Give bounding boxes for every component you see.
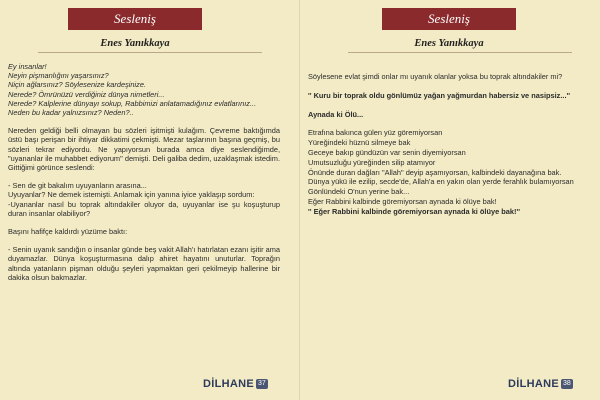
article-body [8, 62, 280, 291]
title-divider [38, 52, 262, 53]
poem [308, 128, 578, 216]
poem-line: Yüreğindeki hüznü silmeye bak [308, 138, 411, 148]
italic-line: Nerede? Ömrünüzü verdiğiniz dünya nimetleri... [8, 89, 165, 99]
paragraph: - Senin uyanık sandığın o insanlar günde beş vakit Allah'ı hatırlatan ezanı işitir ama duyamazlar. Dünya koşuşturmasına dalıp ahiret hayatını unuturlar. Toprağın altında yatanların pişman olduğu şeyleri yapmaktan geri çekilmeyip hallerine bir dakika olsun bakmazlar. [8, 245, 280, 282]
author-name: Enes Yanıkkaya [414, 38, 484, 49]
poem-line: Geceye bakıp gündüzün var senin diyemiyorsan [308, 147, 466, 157]
bold-quote: '' Kuru bir toprak oldu gönlümüz yağan yağmurdan habersiz ve nasipsiz...'' [308, 90, 571, 100]
publisher-logo [203, 378, 268, 390]
dialog-line: - Sen de git bakalım uyuyanların arasına... [8, 181, 147, 191]
poem-line: Dünya yükü ile ezilip, secde'de, Allah'a en yakın olan yerde ferahlık bulamıyorsan [308, 177, 574, 187]
paragraph: Başını hafifçe kaldırdı yüzüme baktı: [8, 227, 128, 237]
poem-line: Gönlündeki O'nun yerine bak... [308, 187, 410, 197]
poem-line: Umutsuzluğu yüreğinden silip atamıyor [308, 157, 436, 167]
italic-line: Nerede? Kalplerine dünyayı sokup, Rabbimizi anlatamadığınız evlatlarınız... [8, 98, 257, 108]
poem-final-line: '' Eğer Rabbini kalbinde göremiyorsan aynada ki ölüye bak!'' [308, 206, 520, 216]
italic-line: Neden bu kadar yalnızsınız? Neden?.. [8, 108, 134, 118]
italic-line: Ey insanlar! [8, 62, 47, 71]
article-body [308, 72, 578, 217]
page-number: 38 [563, 380, 571, 387]
dialog-line: Uyuyanlar? Ne demek istemişti. Anlamak için yanına iyice yaklaşıp sordum: [8, 190, 255, 200]
italic-line: Neyin pişmanlığını yaşarsınız? [8, 71, 109, 81]
right-page [300, 0, 600, 400]
paragraph: Söylesene evlat şimdi onlar mı uyanık olanlar yoksa bu toprak altındakiler mi? [308, 72, 563, 81]
poem-line: Eğer Rabbini kalbinde göremiyorsan aynada ki ölüye bak! [308, 196, 497, 206]
author-name: Enes Yanıkkaya [100, 38, 170, 49]
page-number: 37 [258, 380, 266, 387]
logo-text: DİLHANE [508, 378, 559, 390]
logo-text: DİLHANE [203, 378, 254, 390]
poem-title: Aynada ki Ölü... [308, 109, 364, 119]
section-banner: Sesleniş [382, 8, 516, 30]
italic-line: Niçin ağlarsınız? Söylesenize kardeşinize. [8, 80, 147, 90]
title-divider [348, 52, 572, 53]
publisher-logo [508, 378, 573, 390]
poem-line: Önünde duran dağları "Allah" deyip aşamıyorsan, kalbindeki dayanağına bak. [308, 167, 562, 177]
paragraph: Nereden geldiği belli olmayan bu sözleri işitmişti kulağım. Çevreme baktığımda üstü başı perişan bir ihtiyar dikkatimi çekmişti. Mezar taşlarının başına geçmiş, bu sözleri tekrar ediyordu. Ne yapıyorsun burada amca diye seslendiğimde, "uyananlar ile muhabbet ediyorum" demişti. Deli galiba dedim, uzaklaşmak istedim. Gittiğimi görünce seslendi: [8, 126, 280, 173]
dialog-line: -Uyananlar nasıl bu toprak altındakiler oluyor da, uyuyanlar ise şu koşuşturup duran insanlar olabiliyor? [8, 199, 280, 218]
poem-line: Etrafına bakınca gülen yüz göremiyorsan [308, 128, 443, 138]
section-banner: Sesleniş [68, 8, 202, 30]
